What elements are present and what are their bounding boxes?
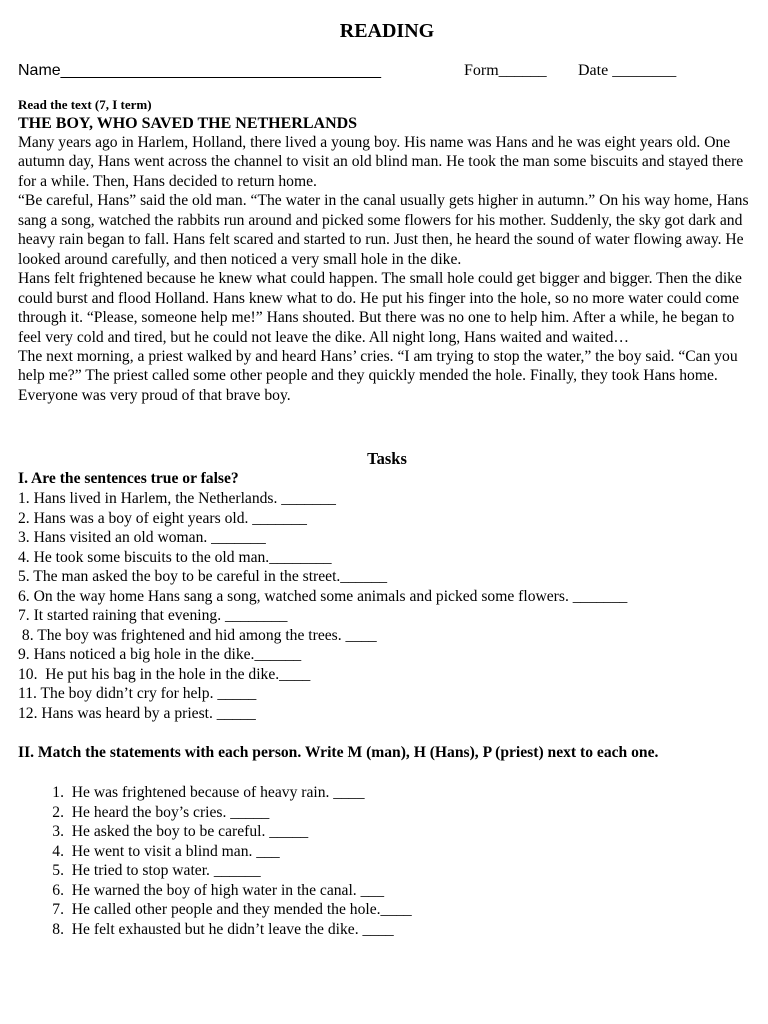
- statement: He called other people and they mended the hole.____: [71, 901, 412, 918]
- list-item: 9. Hans noticed a big hole in the dike.______: [18, 646, 302, 663]
- list-item: [40, 822, 412, 842]
- list-item: [40, 881, 412, 901]
- statement: He felt exhausted but he didn’t leave the dike. ____: [71, 920, 394, 938]
- story-paragraph: The next morning, a priest walked by and heard Hans’ cries. “I am trying to stop the water,” the boy said. “Can you help me?” The priest called some other people and they quickly mended the hole. Finally, they took Hans home. Everyone was very proud of that brave boy.: [18, 347, 738, 404]
- item-text: [64, 901, 412, 918]
- list-item: 12. Hans was heard by a priest. _____: [18, 704, 256, 722]
- list-item: 3. Hans visited an old woman. _______: [18, 529, 266, 546]
- statement: He heard the boy’s cries. _____: [71, 803, 270, 821]
- list-item: 7. It started raining that evening. ________: [18, 607, 288, 624]
- student-info-row: [18, 60, 756, 82]
- list-item: [40, 783, 412, 803]
- list-item: [40, 920, 412, 940]
- matching-heading: II. Match the statements with each person. Write M (man), H (Hans), P (priest) next to each one.: [18, 744, 659, 761]
- statement: He asked the boy to be careful. _____: [71, 823, 309, 840]
- reading-instruction: Read the text (7, I term): [18, 97, 152, 112]
- item-text: [64, 823, 308, 840]
- matching-list: [40, 783, 412, 939]
- list-item: [40, 900, 412, 920]
- form-field: Form______: [464, 62, 547, 79]
- item-number: 8.: [52, 920, 64, 938]
- item-number: 3.: [52, 823, 64, 840]
- item-number: 7.: [52, 901, 64, 918]
- item-text: [64, 784, 365, 801]
- item-text: [64, 921, 394, 938]
- item-number: 4.: [52, 842, 64, 860]
- story-paragraph: Many years ago in Harlem, Holland, there lived a young boy. His name was Hans and he was eight years old. One autumn day, Hans went across the channel to visit an old blind man. He took the man some biscuits and stayed there for a while. Then, Hans decided to return home.: [18, 134, 744, 190]
- list-item: 11. The boy didn’t cry for help. _____: [18, 685, 257, 702]
- true-false-heading: I. Are the sentences true or false?: [18, 470, 239, 487]
- story-paragraph: Hans felt frightened because he knew what could happen. The small hole could get bigger and bigger. Then the dike could burst and flood Holland. Hans knew what to do. He put his finger into the hole, so no more water could come through it. “Please, someone help me!” Hans shouted. But there was no one to help him. After a while, he began to feel very cold and tired, but he could not leave the dike. All night long, Hans waited and waited…: [18, 270, 742, 346]
- true-false-list: [18, 489, 627, 723]
- list-item: [40, 842, 412, 862]
- list-item: 4. He took some biscuits to the old man.________: [18, 548, 332, 566]
- tasks-heading: Tasks: [367, 449, 407, 468]
- item-number: 2.: [52, 803, 64, 821]
- list-item: 10. He put his bag in the hole in the dike.____: [18, 665, 311, 683]
- item-number: 6.: [52, 881, 64, 899]
- statement: He was frightened because of heavy rain. ____: [71, 784, 365, 801]
- item-text: [64, 843, 280, 860]
- list-item: [40, 803, 412, 823]
- name-field: Name____________________________________: [18, 62, 382, 79]
- item-number: 5.: [52, 862, 64, 879]
- list-item: [40, 861, 412, 881]
- date-field: Date ________: [578, 62, 677, 79]
- item-text: [64, 804, 269, 821]
- item-text: [64, 882, 384, 899]
- list-item: 1. Hans lived in Harlem, the Netherlands. _______: [18, 490, 336, 507]
- list-item: 8. The boy was frightened and hid among the trees. ____: [18, 626, 377, 644]
- item-number: 1.: [52, 784, 64, 801]
- list-item: 5. The man asked the boy to be careful in the street.______: [18, 568, 388, 585]
- story-title: THE BOY, WHO SAVED THE NETHERLANDS: [18, 115, 358, 132]
- story-text: [18, 133, 758, 405]
- statement: He warned the boy of high water in the canal. ___: [71, 881, 384, 899]
- story-paragraph: “Be careful, Hans” said the old man. “The water in the canal usually gets higher in autumn.” On his way home, Hans sang a song, watched the rabbits run around and picked some flowers for his mother. Suddenly, the sky got dark and heavy rain began to fall. Hans felt scared and started to run. Just then, he heard the sound of water flowing away. He looked around carefully, and then noticed a very small hole in the dike.: [18, 192, 749, 268]
- list-item: 2. Hans was a boy of eight years old. _______: [18, 509, 307, 527]
- list-item: 6. On the way home Hans sang a song, watched some animals and picked some flowers. _______: [18, 587, 628, 605]
- statement: He tried to stop water. ______: [71, 862, 261, 879]
- page-title: READING: [339, 20, 435, 42]
- item-text: [64, 862, 261, 879]
- statement: He went to visit a blind man. ___: [71, 842, 280, 860]
